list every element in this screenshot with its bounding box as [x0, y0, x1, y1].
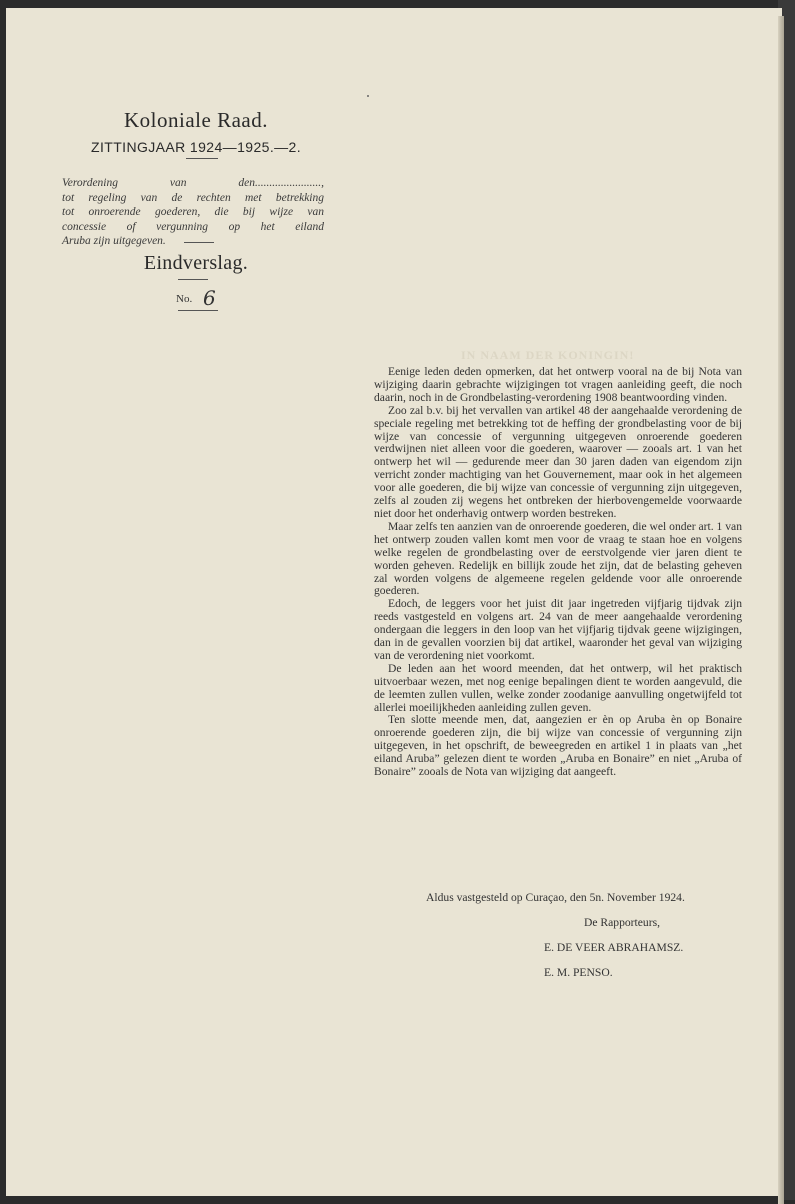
ordinance-subject: [62, 176, 324, 249]
report-heading: Eindverslag.: [143, 252, 249, 274]
body-paragraph: Ten slotte meende men, dat, aangezien er èn op Aruba èn op Bonaire onroerende goederen zijn, die bij wijze van concessie of vergunning zijn uitgegeven, in het opschrift, de beweegreden en artikel 1 in plaats van „het eiland Aruba” gelezen dient te worden „Aruba en Bonaire” en niet „Aruba of Bonaire” zooals de Nota van wijziging dat aangeeft.: [374, 713, 742, 779]
signatories-label: De Rapporteurs,: [584, 916, 660, 929]
signatory-name: E. DE VEER ABRAHAMSZ.: [544, 941, 684, 954]
show-through-text: IN NAAM DER KONINGIN!: [461, 348, 635, 362]
divider-number-bottom: [178, 310, 218, 311]
body-paragraph: Maar zelfs ten aanzien van de onroerende goederen, die wel onder art. 1 van het ontwerp zouden vallen komt men voor de vraag te staan hoe en volgens welke regelen de grondbelasting over de eerstvolgende vier jaren dient te worden geheven. Redelijk en billijk zoude het zijn, dat de belasting geheven zal worden volgens de algemeene regelen geldende voor alle onroerende goederen.: [374, 519, 742, 598]
speck: [367, 95, 369, 97]
page-fold-shadow: [778, 16, 784, 1204]
body-paragraph: Zoo zal b.v. bij het vervallen van artikel 48 der aangehaalde verordening de speciale regeling met betrekking tot de heffing der grondbelasting voor de bij wijze van concessie of vergunning uitgegeven onroerende goederen verdwijnen niet alleen voor die goederen, waarover — zooals art. 1 van het ontwerp het wil — gedurende meer dan 30 jaren daden van eigendom zijn verricht zonder machtiging van het Gouvernement, maar ook in het algemeen voor alle goederen, die bij wijze van concessie of vergunning zijn uitgegeven, zelfs al zouden zij wegens het ontbreken der hierbovengemelde voorwaarde niet door het onderhavig ontwerp worden bestreken.: [374, 403, 742, 520]
body-paragraph: De leden aan het woord meenden, dat het ontwerp, wil het praktisch uitvoerbaar wezen, met nog eenige bepalingen dient te worden aangevuld, die de leemten zullen vullen, welke zonder zoodanige aanvulling ongetwijfeld tot allerlei moeilijkheden aanleiding zullen geven.: [374, 661, 742, 714]
body-paragraph: Edoch, de leggers voor het juist dit jaar ingetreden vijfjarig tijdvak zijn reeds vastgesteld en volgens art. 24 van de meer aangehaalde verordening ondergaan die leggers in den loop van het vijfjarig tijdvak geene wijzigingen, dan in de gevallen voorzien bij dat artikel, waaronder het geval van wijziging van de verordening niet voorkomt.: [374, 597, 742, 662]
subject-line: concessie of vergunning op het eiland: [62, 220, 324, 233]
subject-line: Verordening van den.......................,: [62, 177, 324, 189]
body-paragraph: Eenige leden deden opmerken, dat het ontwerp vooral na de bij Nota van wijziging daarin gebrachte wijzigingen tot vragen aanleiding geeft, die noch daarin, noch in de Grondbelasting-verordening 1908 beantwoording vinden.: [374, 365, 742, 404]
subject-line: Aruba zijn uitgegeven.: [62, 235, 166, 247]
place-and-date: Aldus vastgesteld op Curaçao, den 5n. November 1924.: [426, 891, 685, 904]
divider-middle: [184, 242, 214, 243]
subject-line: tot regeling van de rechten met betrekking: [62, 191, 324, 204]
report-number-handwritten: 6: [203, 286, 216, 310]
signatory-name: E. M. PENSO.: [544, 966, 613, 979]
report-number-label: No.: [176, 293, 193, 305]
divider-number-top: [178, 279, 208, 280]
council-title: Koloniale Raad.: [124, 108, 268, 132]
divider-top: [186, 158, 218, 159]
report-body: [374, 366, 742, 779]
subject-line: tot onroerende goederen, die bij wijze van: [62, 206, 324, 218]
document-page: [6, 8, 782, 1196]
session-year: ZITTINGJAAR 1924—1925.—2.: [91, 139, 301, 155]
